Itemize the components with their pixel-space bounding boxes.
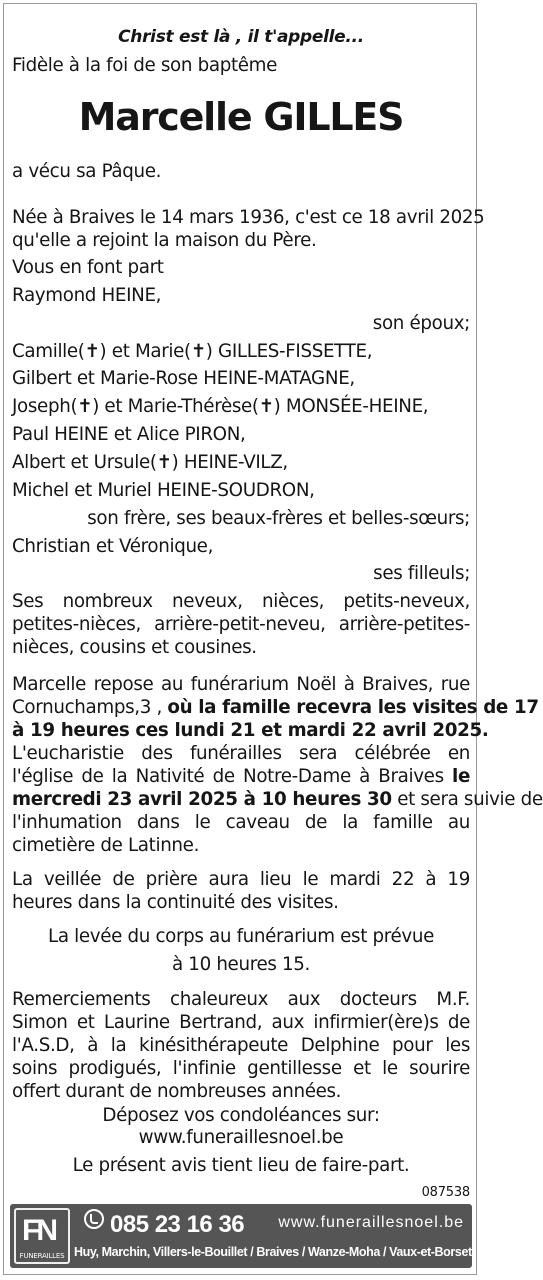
sibling-line: Paul HEINE et Alice PIRON, — [12, 424, 246, 445]
extended-family-line: nièces, cousins et cousines. — [12, 637, 257, 658]
visitation-line: Marcelle repose au funérarium Noël à Braives, rue — [12, 674, 470, 695]
phone-icon — [84, 1209, 104, 1229]
sibling-line: Albert et Ursule(✝) HEINE-VILZ, — [12, 452, 288, 473]
sibling-line: Camille(✝) et Marie(✝) GILLES-FISSETTE, — [12, 341, 373, 362]
deceased-name: Marcelle GILLES — [78, 95, 404, 139]
announcers-intro: Vous en font part — [12, 257, 164, 278]
passover-line: a vécu sa Pâque. — [12, 161, 162, 182]
logo-letters: FN — [22, 1214, 54, 1247]
thanks-line: l'A.S.D, à la kinésithérapeute Delphine pour les — [12, 1035, 470, 1056]
sibling-line: Michel et Muriel HEINE-SOUDRON, — [12, 480, 315, 501]
phone-number[interactable] — [84, 1209, 244, 1239]
visitation-dates: à 19 heures ces lundi 21 et mardi 22 avril 2025. — [12, 720, 489, 741]
extended-family-line: Ses nombreux neveux, nièces, petits-neveux, — [12, 591, 470, 612]
logo-word: FUNERAILLES — [19, 1252, 65, 1260]
birth-death-line: qu'elle a rejoint la maison du Père. — [12, 230, 317, 251]
funeral-followed: et sera suivie de — [391, 789, 543, 810]
funeral-line — [12, 765, 470, 789]
visitation-line — [12, 696, 539, 720]
spouse-role: son époux; — [372, 313, 470, 334]
thanks-line: Remerciements chaleureux aux docteurs M.F. — [12, 989, 470, 1010]
funeral-home-logo — [14, 1208, 70, 1264]
condolences-url[interactable]: www.funeraillesnoel.be — [138, 1127, 344, 1148]
extended-family-line: petites-nièces, arrière-petit-neveu, arrière-petites- — [12, 614, 470, 635]
funeral-home-banner — [10, 1204, 472, 1268]
funeral-datetime: mercredi 23 avril 2025 à 10 heures 30 — [12, 789, 392, 810]
vigil-line: La veillée de prière aura lieu le mardi 22 à 19 — [12, 869, 470, 890]
funeral-church: l'église de la Nativité de Notre-Dame à Braives — [12, 766, 453, 787]
thanks-line: offert durant de nombreuses années. — [12, 1081, 342, 1102]
website-link[interactable]: www.funeraillesnoel.be — [278, 1214, 464, 1231]
motto: Christ est là , il t'appelle... — [118, 27, 364, 47]
funeral-line: cimetière de Latinne. — [12, 835, 200, 856]
funeral-le: le — [452, 766, 470, 787]
visitation-hours: où la famille recevra les visites de 17 — [167, 697, 539, 718]
funeral-line — [12, 788, 543, 812]
thanks-line: Simon et Laurine Bertrand, aux infirmier(ère)s de — [12, 1012, 470, 1033]
sibling-line: Joseph(✝) et Marie-Thérèse(✝) MONSÉE-HEINE, — [12, 396, 429, 417]
godchildren-names: Christian et Véronique, — [12, 536, 214, 557]
funeral-line: L'eucharistie des funérailles sera célébrée en — [12, 743, 470, 764]
birth-death-line: Née à Braives le 14 mars 1936, c'est ce 18 avril 2025 — [12, 207, 485, 228]
reference-number: 087538 — [421, 1185, 470, 1200]
notice-note: Le présent avis tient lieu de faire-part. — [72, 1155, 410, 1176]
towns-list: Huy, Marchin, Villers-le-Bouillet / Braives / Wanze-Moha / Vaux-et-Borset — [74, 1245, 472, 1259]
siblings-role: son frère, ses beaux-frères et belles-sœurs; — [87, 508, 470, 529]
condolences-intro: Déposez vos condoléances sur: — [102, 1105, 380, 1126]
vigil-line: heures dans la continuité des visites. — [12, 892, 339, 913]
godchildren-role: ses filleuls; — [373, 563, 470, 584]
phone-number-text: 085 23 16 36 — [110, 1211, 245, 1238]
sibling-line: Gilbert et Marie-Rose HEINE-MATAGNE, — [12, 368, 355, 389]
funeral-line: l'inhumation dans le caveau de la famille au — [12, 812, 470, 833]
spouse-name: Raymond HEINE, — [12, 285, 162, 306]
faith-line: Fidèle à la foi de son baptême — [12, 55, 278, 76]
thanks-line: soins prodigués, l'infinie gentillesse et le sourire — [12, 1058, 470, 1079]
departure-line: La levée du corps au funérarium est prévue — [48, 926, 434, 947]
departure-line: à 10 heures 15. — [171, 954, 311, 975]
visitation-address: Cornuchamps,3 , — [12, 697, 168, 718]
